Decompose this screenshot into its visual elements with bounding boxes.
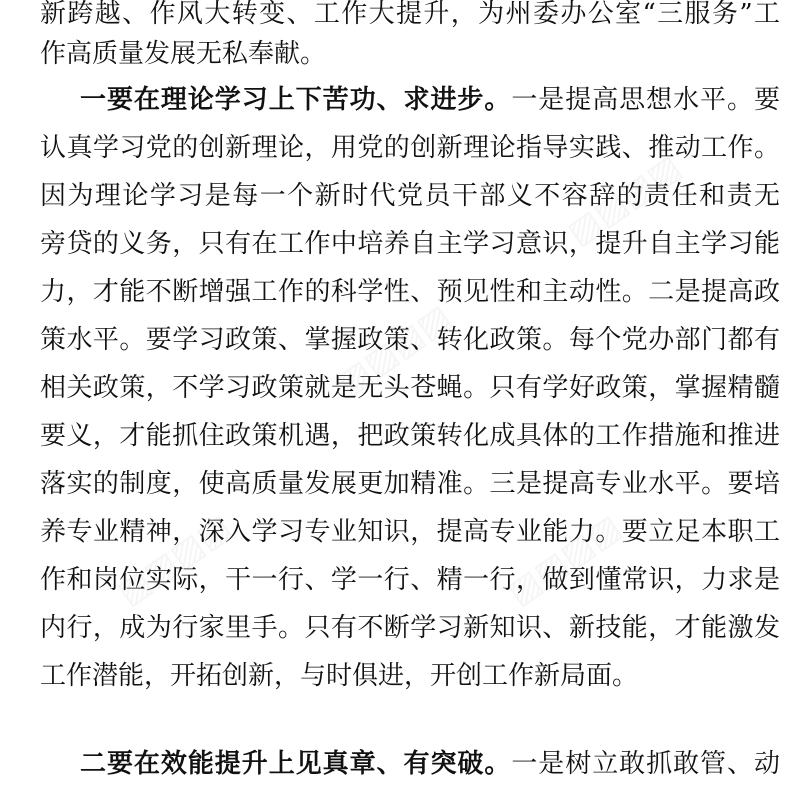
paragraph-line: 认真学习党的创新理论，用党的创新理论指导实践、推动工作。 bbox=[40, 133, 780, 163]
section-text: 一是提高思想水平。要 bbox=[511, 85, 780, 115]
section-text: 一是树立敢抓敢管、动 bbox=[511, 749, 780, 779]
paragraph-line: 内行，成为行家里手。只有不断学习新知识、新技能，才能激发 bbox=[40, 613, 780, 643]
paragraph-line: 相关政策，不学习政策就是无头苍蝇。只有学好政策，掌握精髓 bbox=[40, 373, 780, 403]
paragraph-line: 工作潜能，开拓创新，与时俱进，开创工作新局面。 bbox=[40, 661, 639, 691]
section-heading: 一要在理论学习上下苦功、求进步。 bbox=[80, 85, 512, 115]
paragraph-line: 力，才能不断增强工作的科学性、预见性和主动性。二是提高政 bbox=[40, 277, 780, 307]
paragraph-line: 新跨越、作风大转变、工作大提升，为州委办公室“三服务”工 bbox=[40, 0, 780, 29]
watermark: ▨▨▨▨ bbox=[330, 296, 459, 404]
watermark: ▨▨▨▨ bbox=[560, 146, 689, 254]
paragraph-line: 养专业精神，深入学习专业知识，提高专业能力。要立足本职工 bbox=[40, 517, 780, 547]
paragraph-line: 旁贷的义务，只有在工作中培养自主学习意识，提升自主学习能 bbox=[40, 229, 780, 259]
section-first-line bbox=[80, 744, 780, 784]
section-heading: 二要在效能提升上见真章、有突破。 bbox=[80, 749, 512, 779]
paragraph-line: 落实的制度，使高质量发展更加精准。三是提高专业水平。要培 bbox=[40, 469, 780, 499]
paragraph-line: 作高质量发展无私奉献。 bbox=[40, 39, 327, 69]
watermark: ▨▨▨▨ bbox=[500, 506, 629, 614]
paragraph-line: 要义，才能抓住政策机遇，把政策转化成具体的工作措施和推进 bbox=[40, 421, 780, 451]
paragraph-line: 因为理论学习是每一个新时代党员干部义不容辞的责任和责无 bbox=[40, 181, 780, 211]
paragraph-line: 策水平。要学习政策、掌握政策、转化政策。每个党办部门都有 bbox=[40, 325, 780, 355]
paragraph-line: 作和岗位实际，干一行、学一行、精一行，做到懂常识，力求是 bbox=[40, 565, 780, 595]
section-first-line bbox=[80, 80, 780, 120]
watermark: ▨▨▨▨ bbox=[110, 506, 239, 614]
